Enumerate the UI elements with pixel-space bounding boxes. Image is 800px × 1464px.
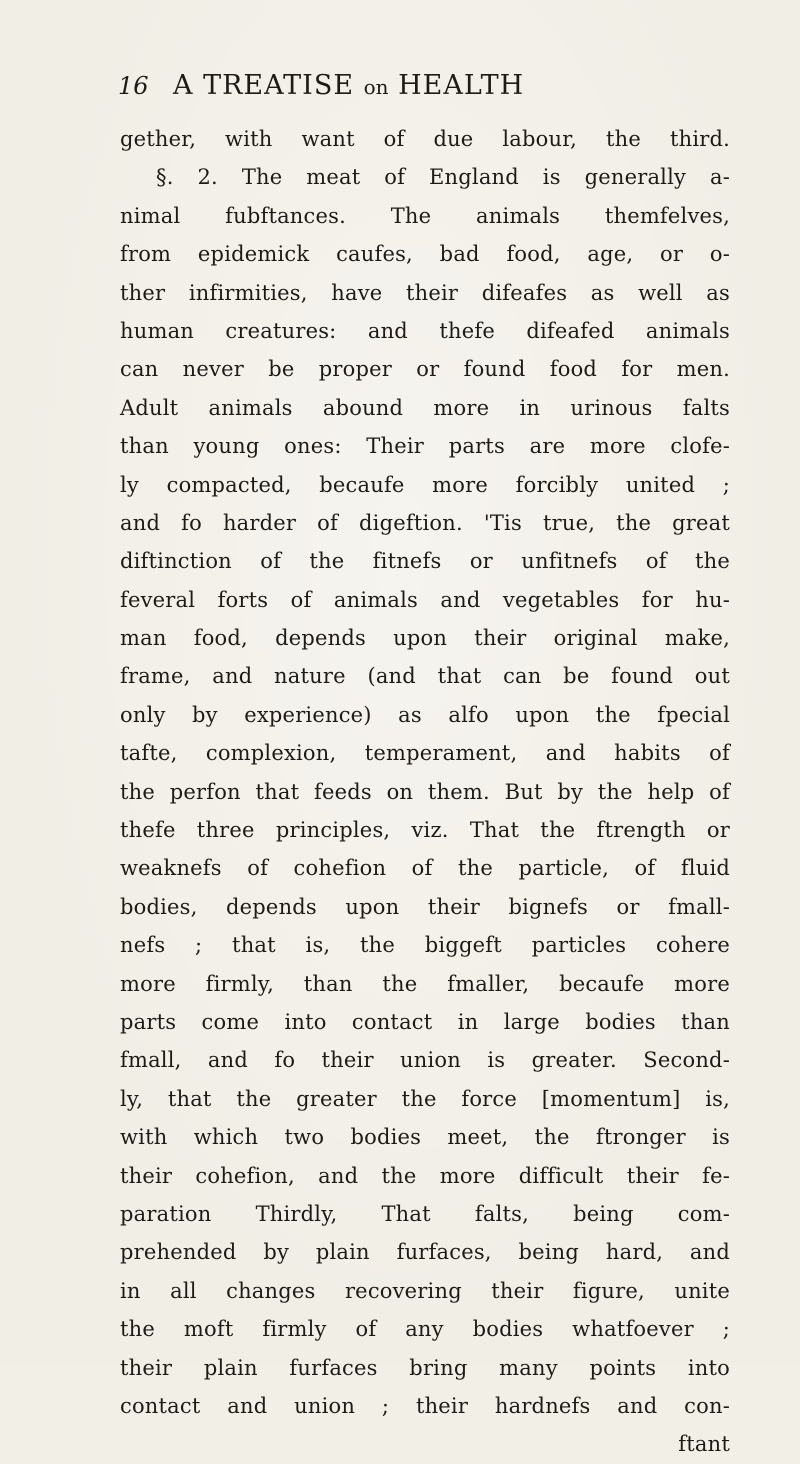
text-line: fmall, and fo their union is greater. Second- — [120, 1048, 730, 1073]
running-title — [173, 70, 524, 101]
text-line: diftinction of the fitnefs or unfitnefs of the — [120, 549, 730, 574]
text-line: paration Thirdly, That falts, being com- — [120, 1201, 730, 1226]
text-line: from epidemick caufes, bad food, age, or o- — [120, 242, 730, 267]
running-title-end: HEALTH — [398, 70, 525, 101]
text-line: frame, and nature (and that can be found out — [120, 664, 730, 689]
text-line: ther infirmities, have their difeafes as well as — [120, 280, 730, 305]
text-line: gether, with want of due labour, the third. — [120, 127, 730, 151]
running-title-on: on — [363, 75, 389, 99]
page-number: 16 — [118, 72, 149, 100]
text-line: tafte, complexion, temperament, and habits of — [120, 741, 730, 766]
text-line: bodies, depends upon their bignefs or fmall- — [120, 894, 730, 919]
body-text — [120, 120, 730, 1464]
text-line: human creatures: and thefe difeafed animals — [120, 318, 730, 343]
text-line: feveral forts of animals and vegetables for hu- — [120, 587, 730, 612]
text-line: prehended by plain furfaces, being hard, and — [120, 1240, 730, 1265]
text-line: contact and union ; their hardnefs and con- — [120, 1393, 730, 1418]
catchword: ftant — [678, 1432, 730, 1457]
text-line: can never be proper or found food for men. — [120, 357, 730, 382]
running-title-main: A TREATISE — [173, 70, 355, 101]
text-line: than young ones: Their parts are more clofe- — [120, 434, 730, 459]
text-line: nefs ; that is, the biggeft particles cohere — [120, 933, 730, 958]
text-line: parts come into contact in large bodies than — [120, 1009, 730, 1034]
text-line: weaknefs of cohefion of the particle, of fluid — [120, 856, 730, 881]
text-line: thefe three principles, viz. That the ftrength or — [120, 818, 730, 843]
text-line: nimal fubftances. The animals themfelves, — [120, 203, 730, 228]
text-line: Adult animals abound more in urinous falts — [120, 395, 730, 420]
text-line: man food, depends upon their original make, — [120, 626, 730, 651]
text-line: ly, that the greater the force [momentum] is, — [120, 1086, 730, 1111]
text-line: the perfon that feeds on them. But by the help of — [120, 779, 730, 804]
running-header — [118, 70, 718, 110]
text-line: the moft firmly of any bodies whatfoever ; — [120, 1317, 730, 1342]
text-line: with which two bodies meet, the ftronger is — [120, 1125, 730, 1150]
text-line: their cohefion, and the more difficult their fe- — [120, 1163, 730, 1188]
text-line: §. 2. The meat of England is generally a- — [156, 165, 730, 190]
text-line: only by experience) as alfo upon the fpecial — [120, 702, 730, 727]
text-line: ly compacted, becaufe more forcibly united ; — [120, 472, 730, 497]
text-line: more firmly, than the fmaller, becaufe more — [120, 971, 730, 996]
text-line: and fo harder of digeftion. 'Tis true, the great — [120, 510, 730, 535]
text-line: in all changes recovering their figure, unite — [120, 1278, 730, 1303]
text-line: their plain furfaces bring many points into — [120, 1355, 730, 1380]
